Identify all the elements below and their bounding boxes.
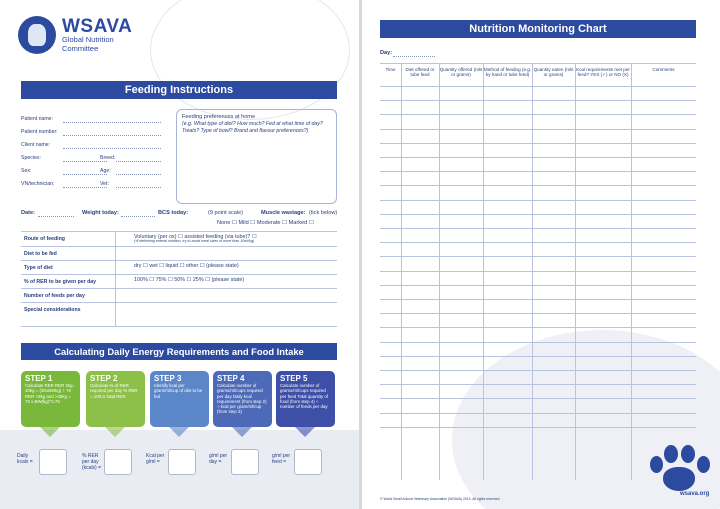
- step-input-box[interactable]: [39, 449, 67, 475]
- step-input-box[interactable]: [104, 449, 132, 475]
- date-line[interactable]: [38, 216, 74, 217]
- table-row-value[interactable]: dry ☐ wet ☐ liquid ☐ other ☐ (please state): [134, 263, 239, 269]
- grid-top-line: [380, 63, 696, 64]
- table-row[interactable]: [380, 228, 696, 229]
- field-input-line[interactable]: [63, 161, 107, 162]
- muscle-label: Muscle wastage:: [261, 210, 306, 216]
- step-description: Identify kcal per gram/ml/cup of diet to be fed: [154, 383, 203, 399]
- table-row[interactable]: [380, 427, 696, 428]
- table-row[interactable]: [380, 398, 696, 399]
- field-label: Patient name:: [21, 116, 54, 122]
- step-card: [21, 371, 80, 427]
- table-row[interactable]: [380, 356, 696, 357]
- step-card: [150, 371, 209, 427]
- step-card: [213, 371, 272, 427]
- dog-logo-icon: [18, 16, 56, 54]
- field-label: Client name:: [21, 142, 51, 148]
- column-divider: [631, 63, 632, 480]
- column-header: Method of feeding (e.g. by hand or tube feed): [483, 67, 532, 78]
- step-arrow-icon: [105, 427, 125, 437]
- table-row[interactable]: [380, 185, 696, 186]
- field-input-line[interactable]: [116, 161, 161, 162]
- day-label: Day:: [380, 50, 393, 56]
- step-card: [276, 371, 335, 427]
- step-title: STEP 2: [90, 374, 118, 383]
- table-row[interactable]: [380, 171, 696, 172]
- step-title: STEP 5: [280, 374, 308, 383]
- step-input-label: Kcal per g/ml =: [146, 453, 165, 465]
- logo-title: WSAVA: [62, 15, 133, 37]
- table-row[interactable]: [380, 327, 696, 328]
- step-description: Calculate % of RER required per day % RER = 100 is total RER: [90, 383, 138, 399]
- field-label: Patient number:: [21, 129, 58, 135]
- column-header: Quantity offered (mls or grams): [439, 67, 483, 78]
- field-input-line[interactable]: [63, 122, 161, 123]
- day-line[interactable]: [393, 56, 435, 57]
- table-row[interactable]: [380, 129, 696, 130]
- field-input-line[interactable]: [63, 174, 107, 175]
- table-row-value[interactable]: 100% ☐ 75% ☐ 50% ☐ 25% ☐ (please state): [134, 277, 245, 283]
- table-row[interactable]: [380, 313, 696, 314]
- column-divider: [483, 63, 484, 480]
- field-label: Sex:: [21, 168, 32, 174]
- table-row-label: Number of feeds per day: [24, 293, 85, 299]
- table-row-label: Type of diet: [24, 265, 53, 271]
- preferences-hint: (e.g. What type of diet? How much? Fed at what time of day? Treats? Type of bowl? Brand and flavour preferences?): [182, 121, 323, 134]
- step-arrow-icon: [295, 427, 315, 437]
- table-row[interactable]: [380, 256, 696, 257]
- table-row[interactable]: [380, 299, 696, 300]
- weight-line[interactable]: [121, 216, 155, 217]
- monitoring-header: Nutrition Monitoring Chart: [380, 20, 696, 38]
- step-description: Calculate number of grams/ml/cups required per feed Total quantity of food (from step 4) ÷ number of feeds per day: [280, 383, 329, 410]
- field-input-line[interactable]: [116, 174, 161, 175]
- table-row[interactable]: [380, 157, 696, 158]
- feeding-preferences-box[interactable]: [176, 109, 337, 204]
- feeding-instructions-header: Feeding Instructions: [21, 81, 337, 99]
- field-label-right: Vet:: [100, 181, 109, 187]
- table-row-value[interactable]: Voluntary (per os) ☐ assisted feeding (via tube)? ☐: [134, 234, 257, 240]
- energy-header: Calculating Daily Energy Requirements and Food Intake: [21, 343, 337, 360]
- step-title: STEP 1: [25, 374, 53, 383]
- step-input-label: % RER per day (kcals) =: [82, 453, 102, 471]
- field-label: Species:: [21, 155, 41, 161]
- copyright-footer: © World Small Animal Veterinary Association (WSAVA) 2013. All rights reserved.: [380, 497, 501, 501]
- step-description: Calculate RER RER 2kg - 30kg = (30xBWkg) + 70 RER <2kg and >30kg = 70 x BW(kg)^0.75: [25, 383, 76, 404]
- table-row[interactable]: [380, 384, 696, 385]
- preferences-title: Feeding preferences at home: [182, 114, 256, 120]
- nutrition-monitoring-page: [362, 0, 720, 509]
- column-header: Diet offered or tube feed: [405, 67, 435, 78]
- column-header: Kcal requirements met per feed? YES (✓) or NO (X): [576, 67, 630, 78]
- table-row-line: [21, 231, 337, 232]
- date-label: Date:: [21, 210, 35, 216]
- table-row[interactable]: [380, 413, 696, 414]
- column-divider: [401, 63, 402, 480]
- step-input-label: Daily kcals =: [17, 453, 33, 465]
- website-label: wsava.org: [680, 491, 710, 497]
- table-row-line: [21, 302, 337, 303]
- bcs-scale: (9 point scale): [208, 210, 244, 216]
- table-row[interactable]: [380, 214, 696, 215]
- field-label-right: Breed:: [100, 155, 116, 161]
- table-row[interactable]: [380, 370, 696, 371]
- muscle-hint: (tick below): [309, 210, 338, 216]
- table-row[interactable]: [380, 86, 696, 87]
- logo-subtitle-1: Global Nutrition: [62, 34, 114, 44]
- step-input-box[interactable]: [168, 449, 196, 475]
- step-input-label: g/ml per day =: [209, 453, 228, 465]
- table-row-label: Route of feeding: [24, 236, 65, 242]
- table-row[interactable]: [380, 271, 696, 272]
- column-header: Comments: [652, 67, 675, 72]
- step-arrow-icon: [232, 427, 252, 437]
- field-input-line[interactable]: [63, 148, 161, 149]
- table-row-line: [21, 288, 337, 289]
- table-divider: [115, 231, 116, 326]
- column-divider: [575, 63, 576, 480]
- muscle-options[interactable]: None ☐ Mild ☐ Moderate ☐ Marked ☐: [217, 220, 314, 226]
- bcs-label: BCS today:: [158, 210, 189, 216]
- table-row[interactable]: [380, 200, 696, 201]
- table-row-label: Special considerations: [24, 307, 81, 313]
- step-card: [86, 371, 145, 427]
- table-row-line: [21, 260, 337, 261]
- route-note: (*if delivering enteral nutrition, try to avoid meal sizes of more than 10ml/kg): [134, 239, 255, 243]
- feeding-instructions-page: [0, 0, 359, 509]
- table-row[interactable]: [380, 342, 696, 343]
- table-row-line: [21, 246, 337, 247]
- background-illustration: [150, 0, 350, 120]
- column-divider: [532, 63, 533, 480]
- field-label-right: Age:: [100, 168, 111, 174]
- column-divider: [439, 63, 440, 480]
- table-row[interactable]: [380, 143, 696, 144]
- logo-subtitle-2: Committee: [62, 43, 99, 53]
- table-row[interactable]: [380, 285, 696, 286]
- field-input-line[interactable]: [63, 187, 107, 188]
- table-row[interactable]: [380, 114, 696, 115]
- step-description: Calculate number of grams/ml/cups required per day Daily kcal requirement (from step 2) ÷ kcal per gram/ml/cup (from step 3): [217, 383, 267, 415]
- table-row-label: % of RER to be given per day: [24, 279, 97, 285]
- wsava-logo: [18, 16, 132, 54]
- column-header: Quantity eaten (mls or grams): [533, 67, 574, 78]
- table-row[interactable]: [380, 242, 696, 243]
- table-row-line: [21, 326, 337, 327]
- weight-label: Weight today:: [82, 210, 119, 216]
- step-input-label: g/ml per feed =: [272, 453, 291, 465]
- column-header: Time: [385, 67, 396, 72]
- table-row-label: Diet to be fed: [24, 251, 57, 257]
- field-input-line[interactable]: [116, 187, 161, 188]
- table-row[interactable]: [380, 100, 696, 101]
- field-label: VN/technician:: [21, 181, 55, 187]
- step-input-box[interactable]: [231, 449, 259, 475]
- field-input-line[interactable]: [63, 135, 161, 136]
- step-title: STEP 4: [217, 374, 245, 383]
- step-arrow-icon: [40, 427, 60, 437]
- step-arrow-icon: [169, 427, 189, 437]
- step-title: STEP 3: [154, 374, 182, 383]
- table-row-line: [21, 274, 337, 275]
- step-input-box[interactable]: [294, 449, 322, 475]
